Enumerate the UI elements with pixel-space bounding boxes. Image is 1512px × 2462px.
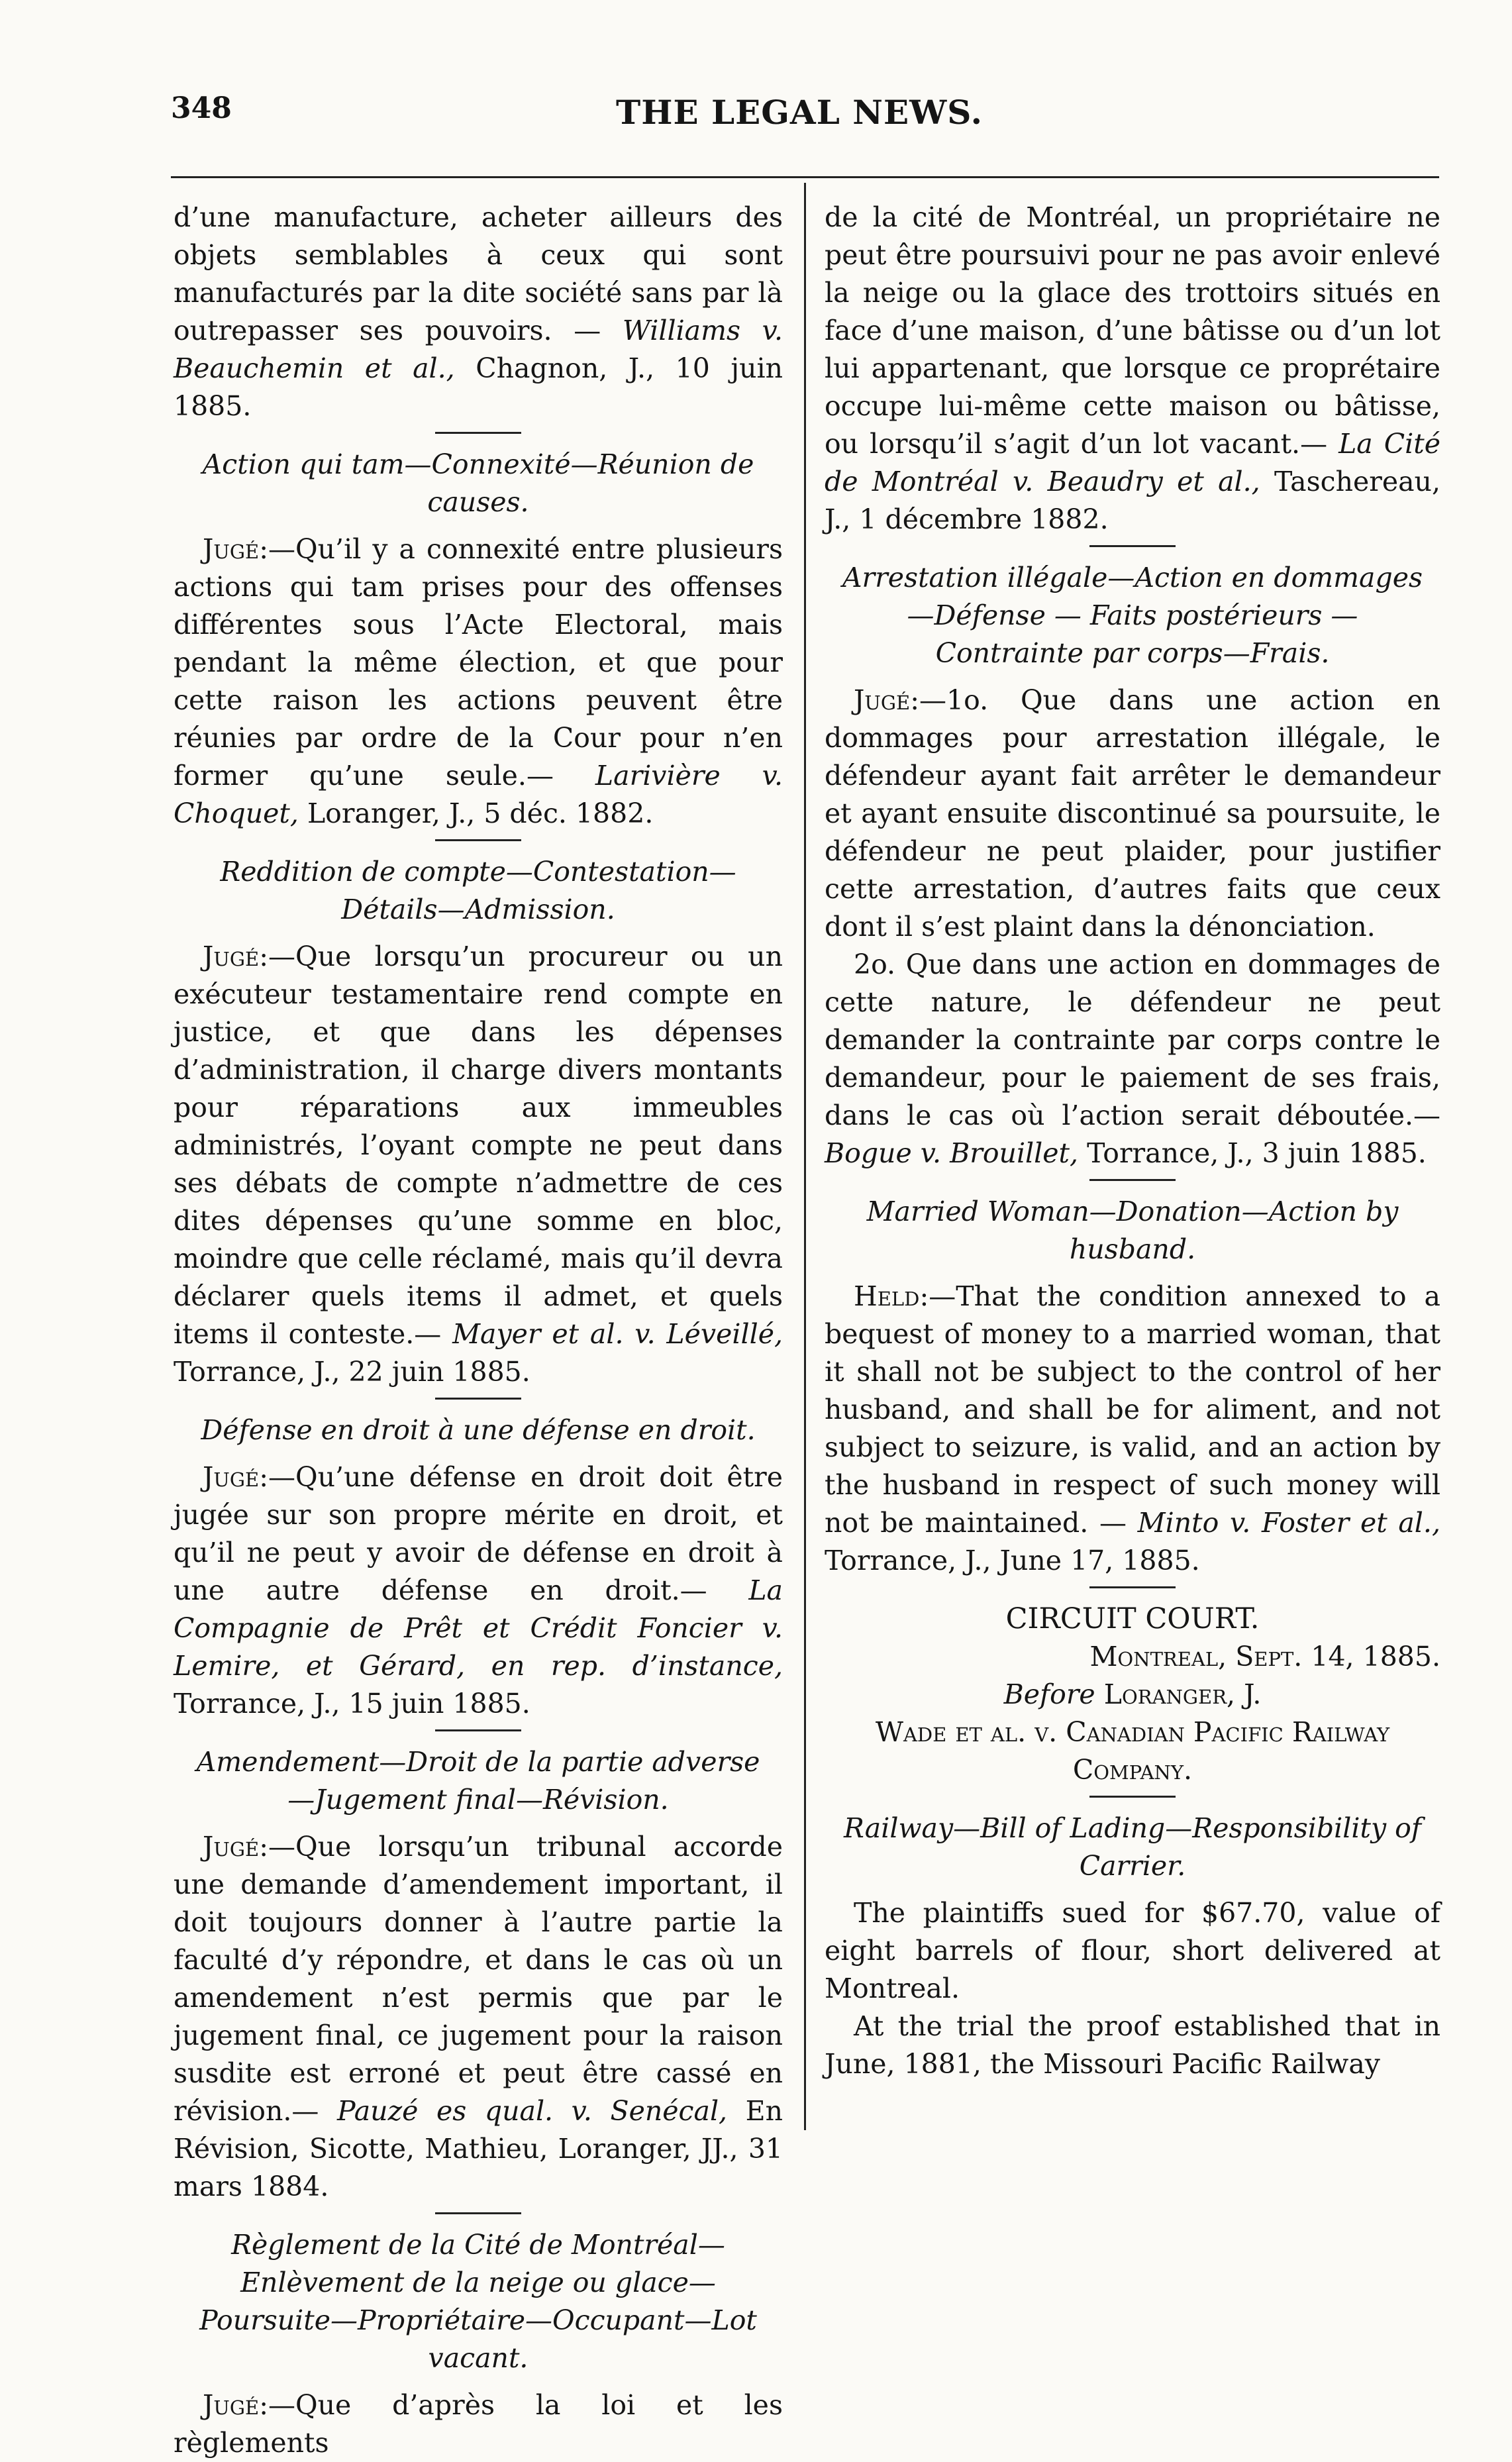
juge-label: Jugé bbox=[203, 1461, 260, 1493]
left-paragraph-4 bbox=[174, 1459, 783, 1723]
case-citation: Pauzé es qual. v. Senécal, bbox=[336, 2095, 728, 2127]
judgment-date: Torrance, J., 22 juin 1885. bbox=[174, 1356, 530, 1388]
section-rule bbox=[1089, 545, 1176, 547]
section-heading: Railway—Bill of Lading—Responsibility of Carrier. bbox=[843, 1812, 1422, 1882]
section-heading: Défense en droit à une défense en droit. bbox=[201, 1414, 756, 1446]
section-heading: Règlement de la Cité de Montréal—Enlèvement de la neige ou glace—Poursuite—Propriétaire—Occupant—Lot vacant. bbox=[199, 2229, 757, 2374]
case-citation: La Cité de Montréal v. Beaudry et al., bbox=[825, 428, 1440, 497]
juge-label: Jugé bbox=[203, 533, 260, 565]
paragraph-text: 2o. Que dans une action en dommages de cette nature, le défendeur ne peut demander la contrainte par corps contre le demandeur, pour le paiement de ses frais, dans le cas où l’action serait déboutée.— bbox=[825, 949, 1440, 1131]
section-rule bbox=[435, 1398, 521, 1400]
section-heading: Action qui tam—Connexité—Réunion de causes. bbox=[202, 448, 754, 518]
judgment-date: Taschereau, J., 1 décembre 1882. bbox=[825, 466, 1440, 535]
right-paragraph-6: At the trial the proof established that in June, 1881, the Missouri Pacific Railway bbox=[825, 2010, 1440, 2080]
paragraph-text: :—Que d’après la loi et les règlements bbox=[174, 2389, 783, 2459]
left-paragraph-6 bbox=[174, 2386, 783, 2462]
paragraph-text: :—Qu’il y a connexité entre plusieurs actions qui tam prises pour des offenses différentes sous l’Acte Electoral, mais pendant la même élection, et que pour cette raison les actions peuvent être réunies par ordre de la Cour pour n’en former qu’une seule.— bbox=[174, 533, 783, 792]
juge-label: Jugé bbox=[854, 684, 911, 716]
left-paragraph-2 bbox=[174, 531, 783, 833]
running-head-title: THE LEGAL NEWS. bbox=[616, 93, 983, 132]
paragraph-text: de la cité de Montréal, un propriétaire ne peut être poursuivi pour ne pas avoir enlevé la neige ou la glace des trottoirs situés en face d’une maison, d’une bâtisse ou d’un lot lui appartenant, que lorsque ce proprétaire occupe lui-même cette maison ou bâtisse, ou lorsqu’il s’agit d’un lot vacant.— bbox=[825, 201, 1440, 460]
judgment-date: Torrance, J., 3 juin 1885. bbox=[1087, 1137, 1427, 1169]
paragraph-text: :—Qu’une défense en droit doit être jugée sur son propre mérite en droit, et qu’il ne peut y avoir de défense en droit à une autre défense en droit.— bbox=[174, 1461, 783, 1606]
paragraph-text: :—Que lorsqu’un tribunal accorde une demande d’amendement important, il doit toujours donner à l’autre partie la faculté d’y répondre, et dans le cas où un amendement n’est permis que par le jugement final, ce jugement pour la raison susdite est erroné et peut être cassé en révision.— bbox=[174, 1831, 783, 2127]
right-column bbox=[825, 199, 1440, 2083]
left-column bbox=[174, 199, 783, 2462]
left-paragraph-3 bbox=[174, 938, 783, 1391]
juge-label: Jugé bbox=[203, 1831, 260, 1863]
judgment-date: Chagnon, J., 10 juin 1885. bbox=[174, 352, 783, 422]
section-rule bbox=[435, 432, 521, 434]
section-rule bbox=[435, 839, 521, 841]
right-paragraph-5: The plaintiffs sued for $67.70, value of eight barrels of flour, short delivered at Montreal. bbox=[825, 1897, 1440, 2004]
right-paragraph-4 bbox=[825, 1278, 1440, 1580]
case-citation: Larivière v. Choquet, bbox=[174, 760, 783, 829]
juge-label: Jugé bbox=[203, 2389, 260, 2421]
before-label: Before bbox=[1003, 1678, 1095, 1710]
right-paragraph-2 bbox=[825, 682, 1440, 946]
case-citation: La Compagnie de Prêt et Crédit Foncier v. Lemire, et Gérard, en rep. d’instance, bbox=[174, 1574, 783, 1682]
judge-line bbox=[825, 1676, 1440, 1714]
section-heading: Reddition de compte—Contestation—Détails—Admission. bbox=[220, 856, 736, 925]
case-citation: Williams v. Beauchemin et al., bbox=[174, 315, 783, 384]
section-rule bbox=[1089, 1586, 1176, 1588]
judgment-date: En Révision, Sicotte, Mathieu, Loranger, JJ., 31 mars 1884. bbox=[174, 2095, 783, 2202]
case-title: Wade et al. v. Canadian Pacific Railway Company. bbox=[875, 1716, 1390, 1786]
left-paragraph-1 bbox=[174, 199, 783, 425]
held-label: Held bbox=[854, 1280, 920, 1312]
section-rule bbox=[1089, 1796, 1176, 1798]
case-citation: Bogue v. Brouillet, bbox=[825, 1137, 1079, 1169]
judgment-date: Torrance, J., June 17, 1885. bbox=[825, 1545, 1200, 1576]
right-paragraph-3 bbox=[825, 946, 1440, 1172]
paragraph-text: :—That the condition annexed to a bequest of money to a married woman, that it shall not be subject to the control of her husband, and shall be for aliment, and not subject to seizure, is valid, and an action by the husband in respect of such money will not be maintained. — bbox=[825, 1280, 1440, 1539]
right-paragraph-1 bbox=[825, 199, 1440, 539]
header-rule bbox=[171, 176, 1439, 178]
section-heading: Amendement—Droit de la partie adverse—Jugement final—Révision. bbox=[196, 1746, 760, 1816]
case-citation: Mayer et al. v. Léveillé, bbox=[452, 1318, 783, 1350]
paragraph-text: :—1o. Que dans une action en dommages pour arrestation illégale, le défendeur ayant fait arrêter le demandeur et ayant ensuite discontinué sa poursuite, le défendeur ne peut plaider, pour justifier cette arrestation, d’autres faits que ceux dont il s’est plaint dans la dénonciation. bbox=[825, 684, 1440, 943]
section-heading: Arrestation illégale—Action en dommages—Défense — Faits postérieurs — Contrainte par corps—Frais. bbox=[842, 562, 1423, 669]
paragraph-text: d’une manufacture, acheter ailleurs des objets semblables à ceux qui sont manufacturés par la dite société sans par là outrepasser ses pouvoirs. — bbox=[174, 201, 783, 346]
section-rule bbox=[435, 2212, 521, 2214]
dateline: Montreal, Sept. 14, 1885. bbox=[1089, 1641, 1440, 1672]
page-number: 348 bbox=[171, 91, 232, 125]
juge-label: Jugé bbox=[203, 941, 260, 972]
court-heading: CIRCUIT COURT. bbox=[1005, 1602, 1260, 1635]
judgment-date: Torrance, J., 15 juin 1885. bbox=[174, 1688, 530, 1719]
section-rule bbox=[435, 1729, 521, 1731]
paragraph-text: :—Que lorsqu’un procureur ou un exécuteur testamentaire rend compte en justice, et que dans les dépenses d’administration, il charge divers montants pour réparations aux immeubles administrés, l’oyant compte ne peut dans ses débats de compte n’admettre de ces dites dépenses qu’une somme en bloc, moindre que celle réclamé, mais qu’il devra déclarer quels items il admet, et quels items il conteste.— bbox=[174, 941, 783, 1350]
section-heading: Married Woman—Donation—Action by husband. bbox=[866, 1196, 1399, 1265]
case-citation: Minto v. Foster et al., bbox=[1137, 1507, 1440, 1539]
section-rule bbox=[1089, 1179, 1176, 1181]
left-paragraph-5 bbox=[174, 1828, 783, 2206]
judge-name: Loranger, J. bbox=[1103, 1678, 1262, 1710]
column-divider bbox=[804, 183, 806, 2130]
judgment-date: Loranger, J., 5 déc. 1882. bbox=[307, 797, 654, 829]
